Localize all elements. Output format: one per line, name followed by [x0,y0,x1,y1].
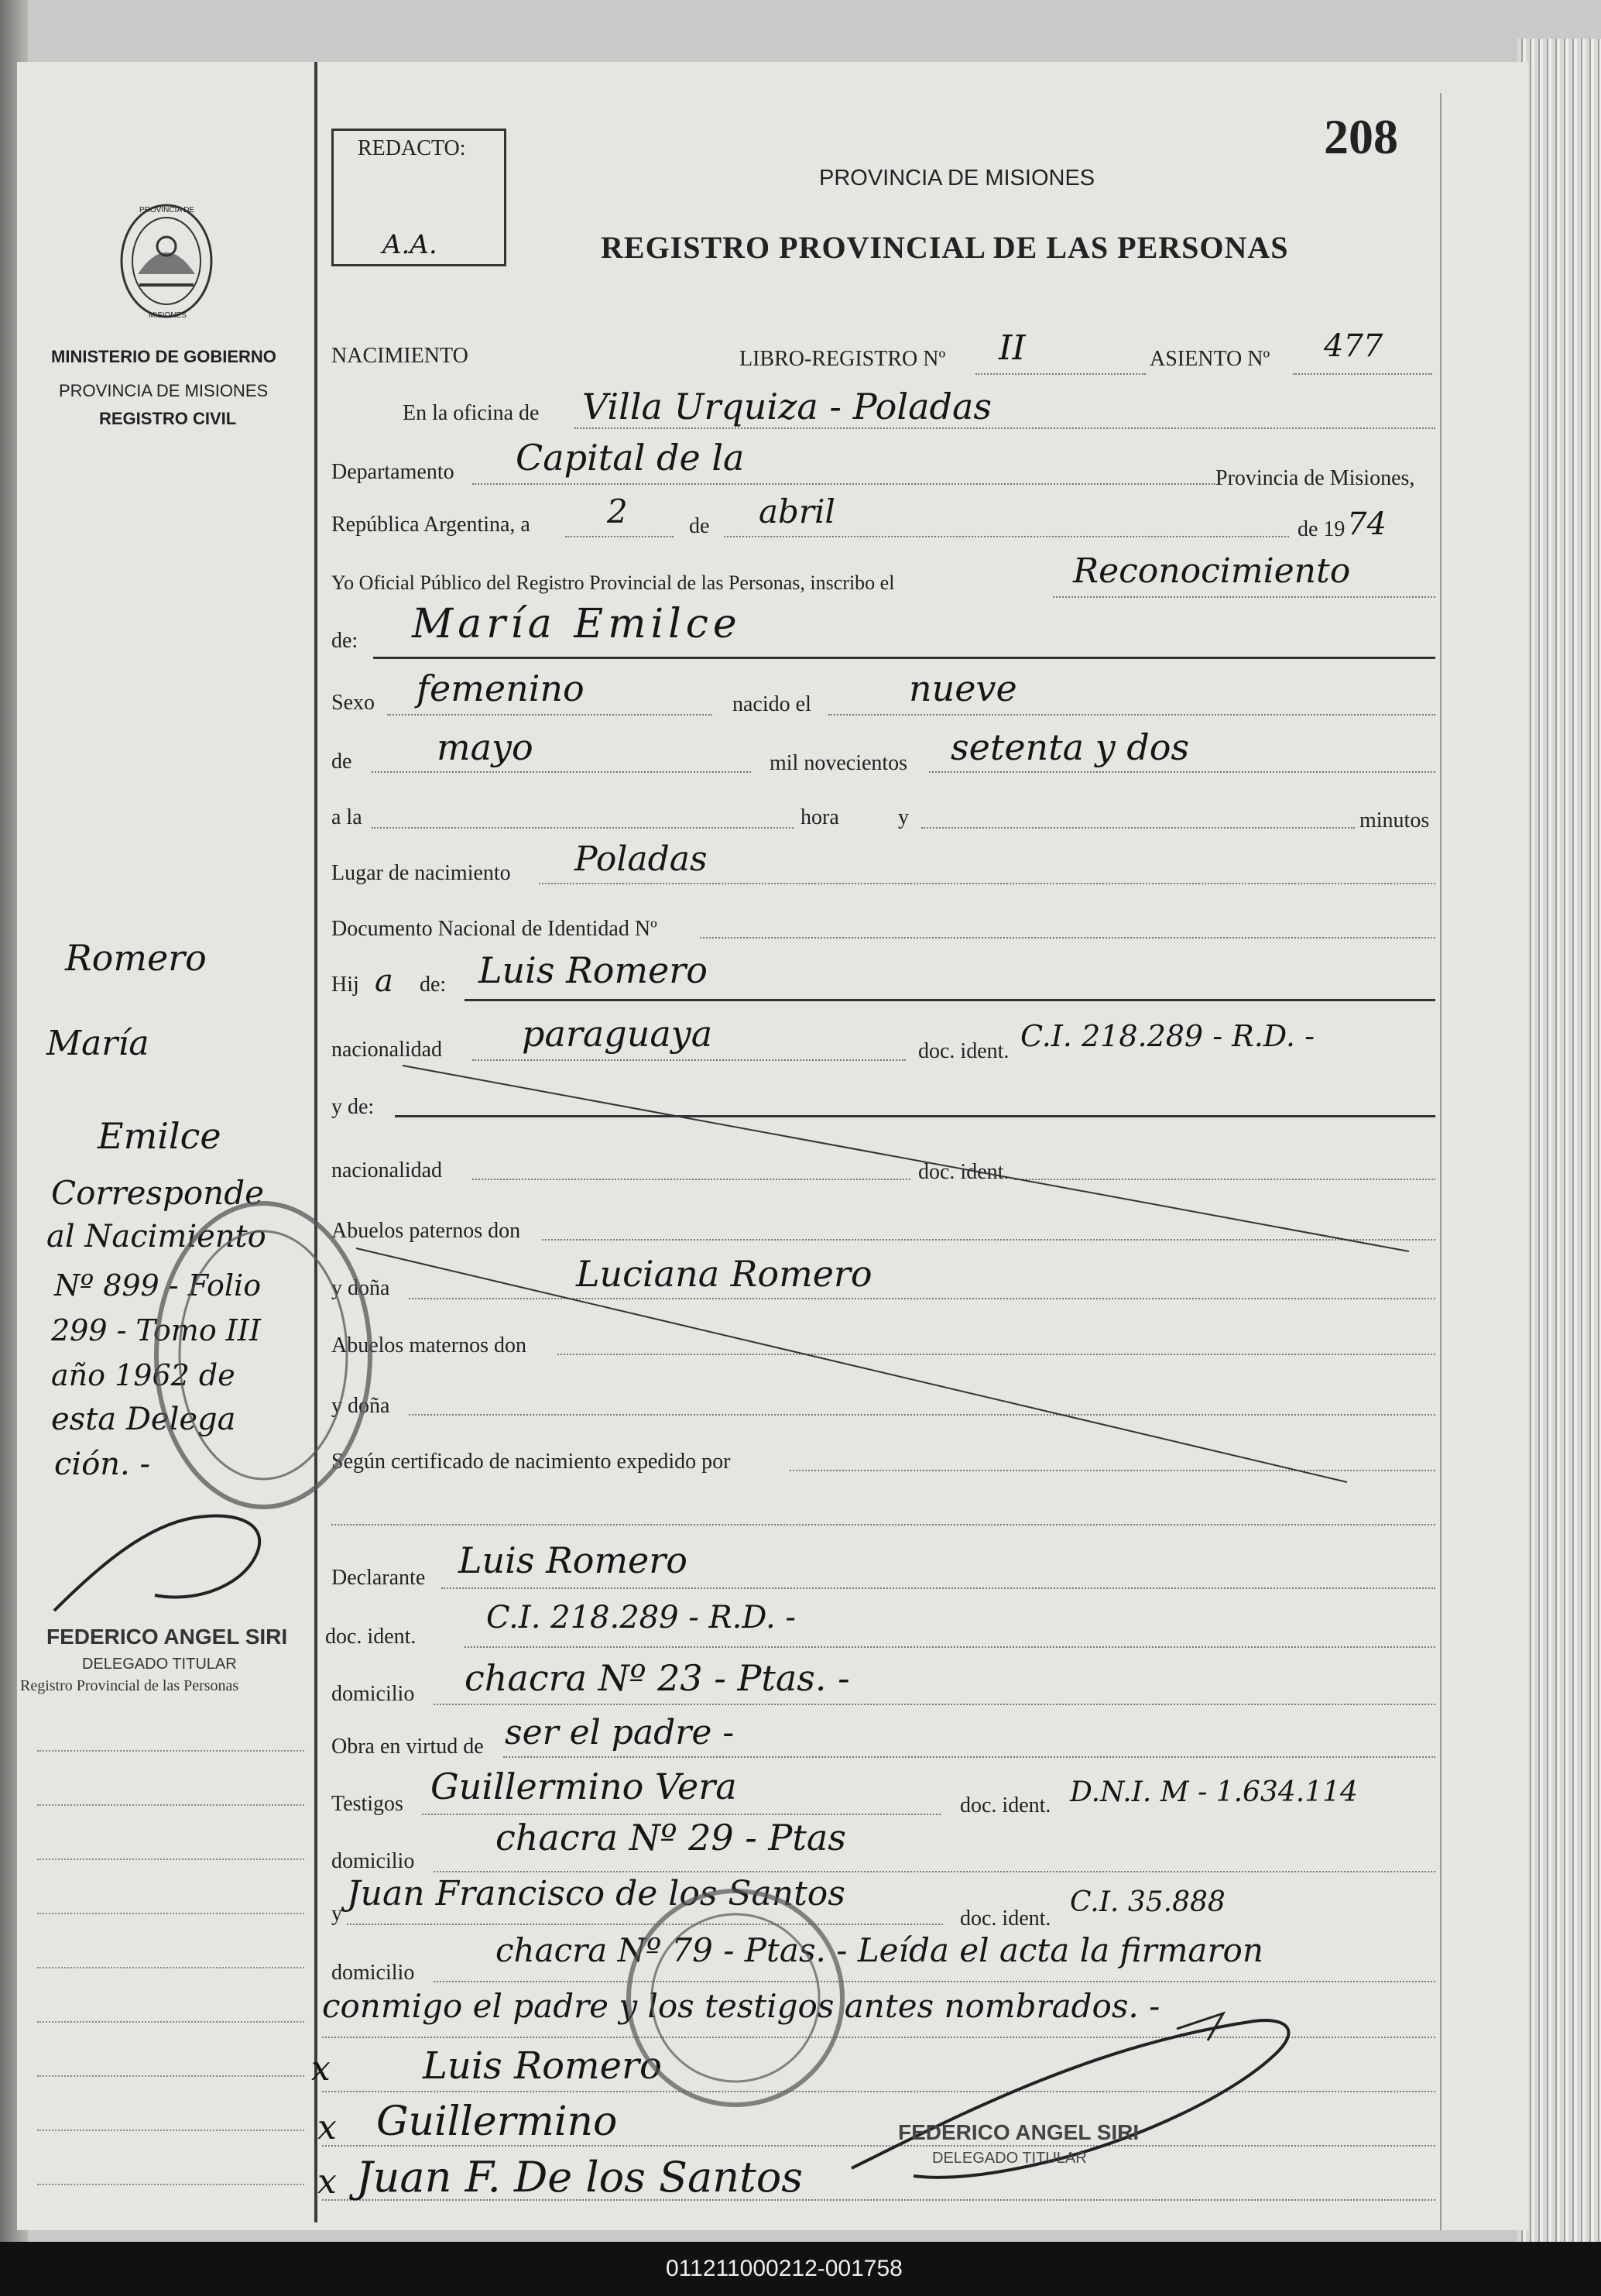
margin-line [37,2075,304,2077]
province-heading: PROVINCIA DE MISIONES [819,166,1095,190]
bottom-stamp-role: DELEGADO TITULAR [932,2150,1087,2167]
margin-note-line: al Nacimiento [46,1219,266,1254]
obra-line [503,1756,1435,1758]
departamento-label: Departamento [331,460,454,484]
lugar-label: Lugar de nacimiento [331,861,511,885]
doc-t1-value: D.N.I. M - 1.634.114 [1070,1776,1358,1808]
seal-top-text: PROVINCIA DE [139,206,195,214]
testigo1-line [422,1814,941,1815]
departamento-value: Capital de la [516,437,745,479]
margin-line [37,2021,304,2023]
republica-label: República Argentina, a [331,513,530,537]
y-label: y [898,805,909,829]
ala-label: a la [331,805,362,829]
hora-label: hora [800,805,839,829]
margin-line [37,2184,304,2185]
margin-stamp-role: DELEGADO TITULAR [82,1656,237,1673]
dia-value: 2 [607,492,628,530]
x-mark-3: x [317,2162,337,2202]
asiento-label: ASIENTO Nº [1150,347,1270,371]
inscribo-value: Reconocimiento [1073,551,1351,591]
redacto-label: REDACTO: [358,136,466,160]
signature-1: Luis Romero [423,2044,662,2088]
domicilio-t2-line [434,1981,1435,1982]
doc-decl-line [465,1646,1435,1648]
x-mark-1: x [311,2049,331,2088]
nacionalidad-padre-value: paraguaya [522,1013,713,1055]
doc-t2-label: doc. ident. [960,1906,1051,1930]
margin-note-line: 299 - Tomo III [51,1313,261,1347]
page-number: 208 [1324,109,1398,164]
hij-label: Hij [331,973,359,997]
round-stamp-bottom [619,1882,852,2114]
de4-label: de: [420,973,447,997]
dni-label: Documento Nacional de Identidad Nº [331,917,657,941]
round-stamp-margin [147,1193,395,1518]
nacido-value: nueve [909,668,1017,709]
doc-t2-value: C.I. 35.888 [1070,1886,1226,1918]
margin-note-line: Corresponde [51,1174,264,1212]
margin-note-line: Romero [65,937,207,979]
anio-value: 74 [1347,506,1387,542]
libro-value: II [999,328,1026,368]
nombre-value: María Emilce [412,601,742,647]
yde-label: y de: [331,1095,375,1119]
domicilio-t1-value: chacra Nº 29 - Ptas [495,1817,846,1858]
doc-t1-label: doc. ident. [960,1793,1051,1817]
obra-label: Obra en virtud de [331,1735,484,1759]
margin-line [37,1967,304,1968]
margin-line [37,1804,304,1806]
ministry-line1: MINISTERIO DE GOBIERNO [51,347,276,366]
padre-value: Luis Romero [478,949,708,991]
continuation-value: conmigo el padre y los testigos antes nombrados. - [322,1987,1160,2025]
official-signature-flourish [821,1998,1316,2199]
mes-value: abril [759,492,835,530]
registry-title: REGISTRO PROVINCIAL DE LAS PERSONAS [601,230,1289,265]
abuelos-mat-label: Abuelos maternos don [331,1333,526,1357]
nacimiento-label: NACIMIENTO [331,344,468,368]
redacto-value: A.A. [382,229,437,260]
testigo1-value: Guillermino Vera [430,1766,737,1807]
margin-note-line: año 1962 de [51,1358,235,1392]
sexo-value: femenino [417,668,585,709]
margin-line [37,2130,304,2131]
domicilio-line [434,1704,1435,1705]
obra-value: ser el padre - [505,1713,735,1752]
margin-line [37,1858,304,1860]
ministry-line3: REGISTRO CIVIL [99,409,237,428]
doc-padre-value: C.I. 218.289 - R.D. - [1020,1019,1315,1053]
footer-bar [0,2242,1601,2296]
margin-stamp-office: Registro Provincial de las Personas [20,1677,239,1694]
margin-line [37,1913,304,1914]
margin-line [37,1750,304,1752]
domicilio-t2-label: domicilio [331,1961,415,1985]
margin-note-line: esta Delega [51,1402,236,1437]
y-t2-label: y [331,1902,342,1926]
nacido-label: nacido el [732,692,811,716]
libro-label: LIBRO-REGISTRO Nº [739,347,946,371]
margin-note-line: María [46,1024,149,1063]
oficial-label: Yo Oficial Público del Registro Provincial de las Personas, inscribo el [331,571,895,594]
sexo-label: Sexo [331,691,375,715]
domicilio-t2-value: chacra Nº 79 - Ptas. - Leída el acta la firmaron [495,1931,1263,1969]
de3-label: de [331,750,352,774]
bottom-stamp-name: FEDERICO ANGEL SIRI [898,2120,1140,2144]
testigos-label: Testigos [331,1792,403,1816]
declarante-label: Declarante [331,1566,426,1590]
margin-note-line: ción. - [54,1447,150,1482]
ministry-line2: PROVINCIA DE MISIONES [59,381,269,400]
de-label: de [689,514,710,538]
signature-3: Juan F. De los Santos [356,2153,803,2202]
anio-nac-value: setenta y dos [951,726,1190,768]
declarante-value: Luis Romero [458,1539,687,1581]
domicilio-label: domicilio [331,1682,415,1706]
nacionalidad2-label: nacionalidad [331,1158,443,1182]
doc-ident2-label: doc. ident. [918,1160,1010,1184]
segun-label: Según certificado de nacimiento expedido por [331,1450,731,1474]
abuela-pat-value: Luciana Romero [576,1253,872,1295]
de2-label: de: [331,629,358,653]
provincia-label: Provincia de Misiones, [1215,466,1415,490]
declarante-line [441,1587,1435,1589]
domicilio-t1-line [434,1871,1435,1872]
ydona-label: y doña [331,1276,390,1300]
asiento-value: 477 [1324,328,1383,364]
testigo2-value: Juan Francisco de los Santos [347,1874,845,1913]
oficina-value: Villa Urquiza - Poladas [582,386,992,427]
x-mark-2: x [317,2108,337,2147]
doc-decl-value: C.I. 218.289 - R.D. - [486,1600,796,1635]
margin-note-line: Nº 899 - Folio [54,1268,262,1302]
domicilio-t1-label: domicilio [331,1849,415,1873]
doc-decl-label: doc. ident. [325,1625,417,1649]
oficina-label: En la oficina de [403,401,540,425]
lugar-value: Poladas [574,839,708,879]
margin-signature-flourish [39,1495,317,1626]
hij-value: a [375,963,393,999]
minutos-label: minutos [1359,808,1430,832]
domicilio-value: chacra Nº 23 - Ptas. - [465,1657,850,1699]
seal-bottom-text: MISIONES [149,311,187,320]
mes-nac-value: mayo [437,726,533,768]
margin-note-line: Emilce [98,1115,221,1157]
signature-2: Guillermino [376,2099,618,2145]
document-id: 011211000212-001758 [666,2256,903,2281]
mil-label: mil novecientos [770,751,908,775]
abuelos-pat-label: Abuelos paternos don [331,1219,521,1243]
doc-ident-label: doc. ident. [918,1039,1010,1063]
nacionalidad-label: nacionalidad [331,1038,443,1062]
margin-stamp-name: FEDERICO ANGEL SIRI [46,1625,288,1649]
ydona2-label: y doña [331,1394,390,1418]
de-anio-label: de 19 [1298,517,1346,541]
